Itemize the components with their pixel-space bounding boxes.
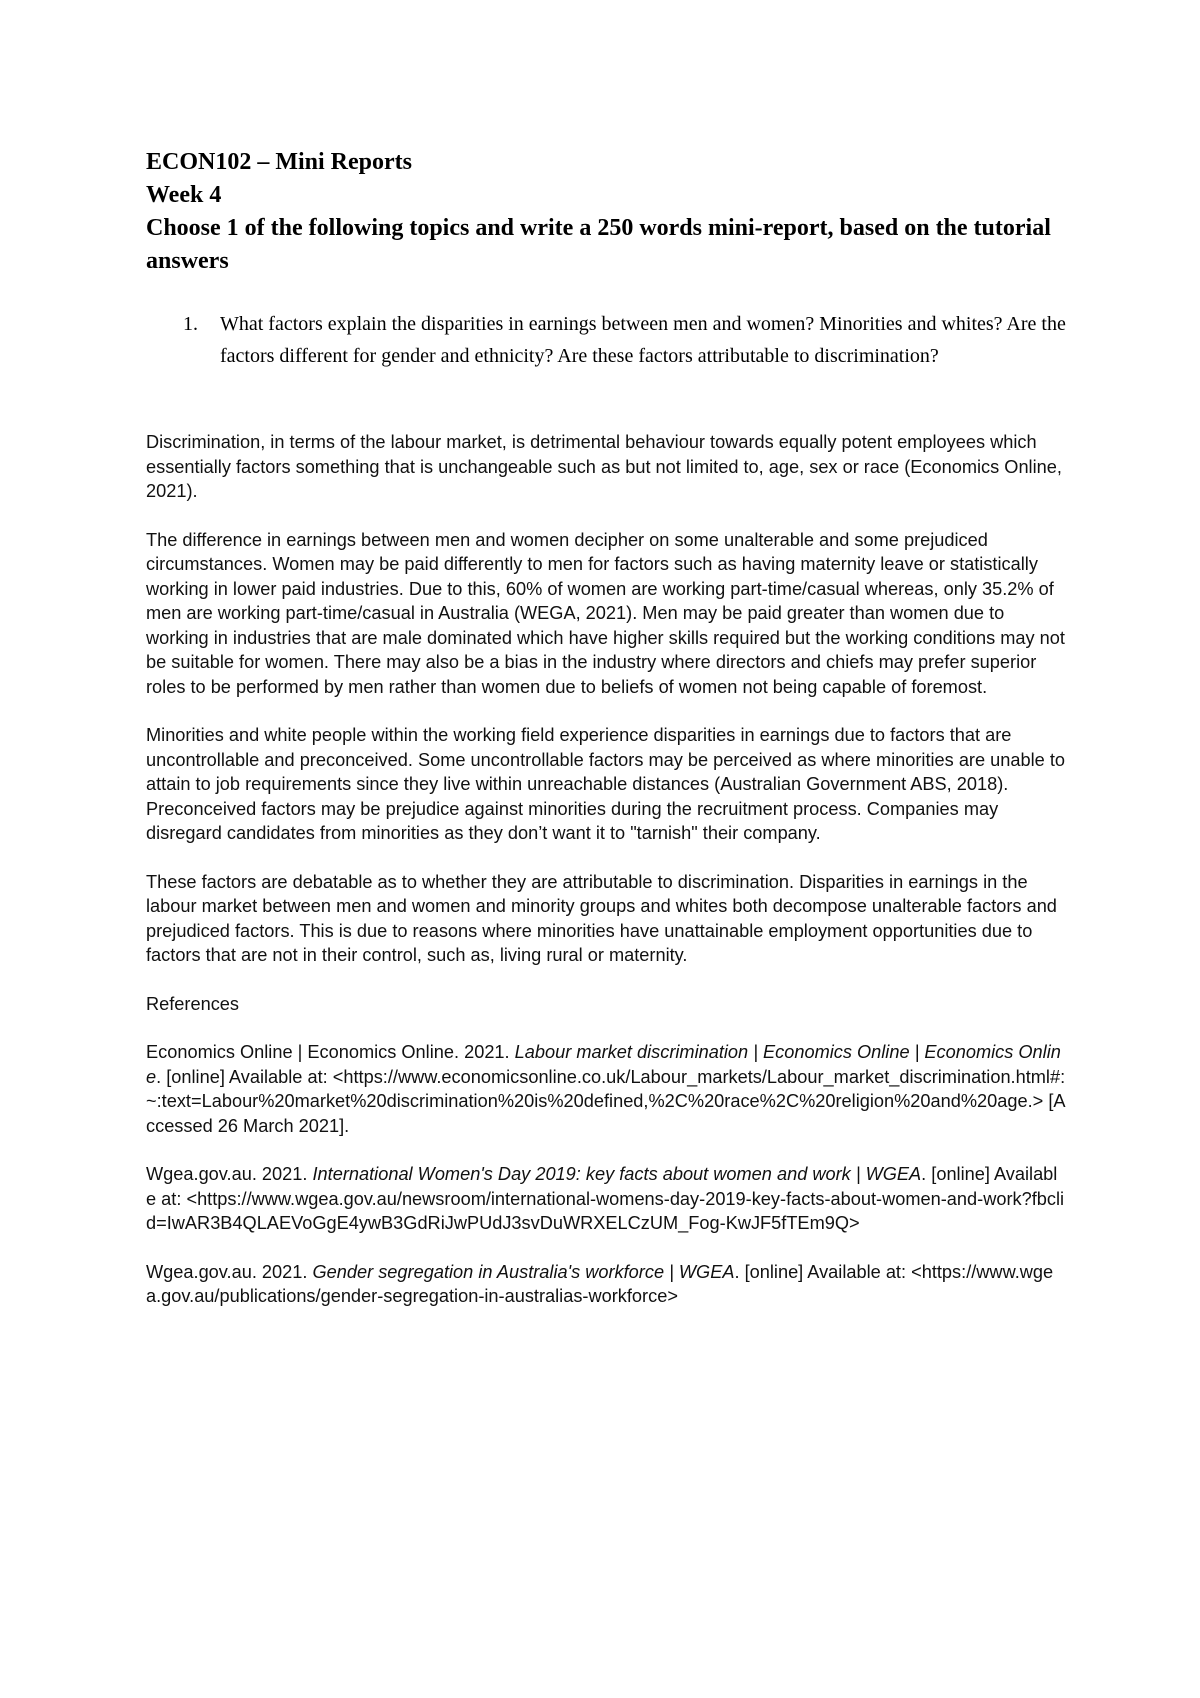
paragraph-conclusion: These factors are debatable as to whether they are attributable to discrimination. Disparities in earnings in the labour market between men and women and minority groups and whites both decompose unalterable factors and prejudiced factors. This is due to reasons where minorities have unattainable employment opportunities due to factors that are not in their control, such as, living rural or maternity. [146,871,1057,965]
question-text: What factors explain the disparities in earnings between men and women? Minorities and whites? Are the factors different for gender and ethnicity? Are these factors attributable to discrimination? [220,313,1066,367]
reference-title: International Women's Day 2019: key facts about women and work | WGEA [312,1164,922,1184]
reference-item [146,1040,1066,1138]
reference-title: Labour market discrimination | Economics Online | Economics Online [146,1042,1061,1087]
paragraph-minorities-earnings: Minorities and white people within the working field experience disparities in earnings due to factors that are uncontrollable and preconceived. Some uncontrollable factors may be perceived as where minorities are unable to attain to job requirements since they live within unreachable distances (Australian Government ABS, 2018). Preconceived factors may be prejudice against minorities during the recruitment process. Companies may disregard candidates from minorities as they don’t want it to "tarnish" their company. [146,725,1065,843]
course-title: ECON102 – Mini Reports [146,149,412,175]
paragraph-discrimination-definition: Discrimination, in terms of the labour market, is detrimental behaviour towards equally potent employees which essentially factors something that is unchangeable such as but not limited to, age, sex or race (Economics Online, 2021). [146,432,1062,501]
question-list [146,308,1066,372]
reference-suffix: . [online] Available at: <https://www.wgea.gov.au/newsroom/international-womens-day-2019-key-facts-about-women-and-work?fbclid=IwAR3B4QLAEVoGgE4ywB3GdRiJwPUdJ3svDuWRXELCzUM_Fog-KwJF5fTEm9Q> [146,1164,1065,1233]
reference-prefix: Wgea.gov.au. 2021. [146,1164,313,1184]
document-page [146,146,1066,1309]
paragraph-gender-earnings: The difference in earnings between men and women decipher on some unalterable and some prejudiced circumstances. Women may be paid differently to men for factors such as having maternity leave or statistically working in lower paid industries. Due to this, 60% of women are working part-time/casual whereas, only 35.2% of men are working part-time/casual in Australia (WEGA, 2021). Men may be paid greater than women due to working in industries that are male dominated which have higher skills required but the working conditions may not be suitable for women. There may also be a bias in the industry where directors and chiefs may prefer superior roles to be performed by men rather than women due to beliefs of women not being capable of foremost. [146,529,1065,697]
reference-suffix: . [online] Available at: <https://www.wgea.gov.au/publications/gender-segregation-in-australias-workforce> [146,1261,1054,1306]
references-title: References [146,993,240,1014]
reference-prefix: Economics Online | Economics Online. 2021. [146,1042,515,1062]
reference-suffix: . [online] Available at: <https://www.economicsonline.co.uk/Labour_markets/Labour_market_discrimination.html#:~:text=Labour%20market%20discrimination%20is%20defined,%2C%20race%2C%20religion%20and%20age.> [Accessed 26 March 2021]. [146,1066,1066,1136]
reference-item [146,1162,1066,1236]
week-heading: Week 4 [146,182,222,208]
reference-title: Gender segregation in Australia's workforce | WGEA [312,1261,735,1282]
reference-prefix: Wgea.gov.au. 2021. [146,1261,313,1282]
reference-item [146,1260,1066,1309]
question-item [146,308,1066,372]
question-number: 1. [183,313,198,335]
instruction-heading: Choose 1 of the following topics and write a 250 words mini-report, based on the tutorial answers [146,215,1051,274]
